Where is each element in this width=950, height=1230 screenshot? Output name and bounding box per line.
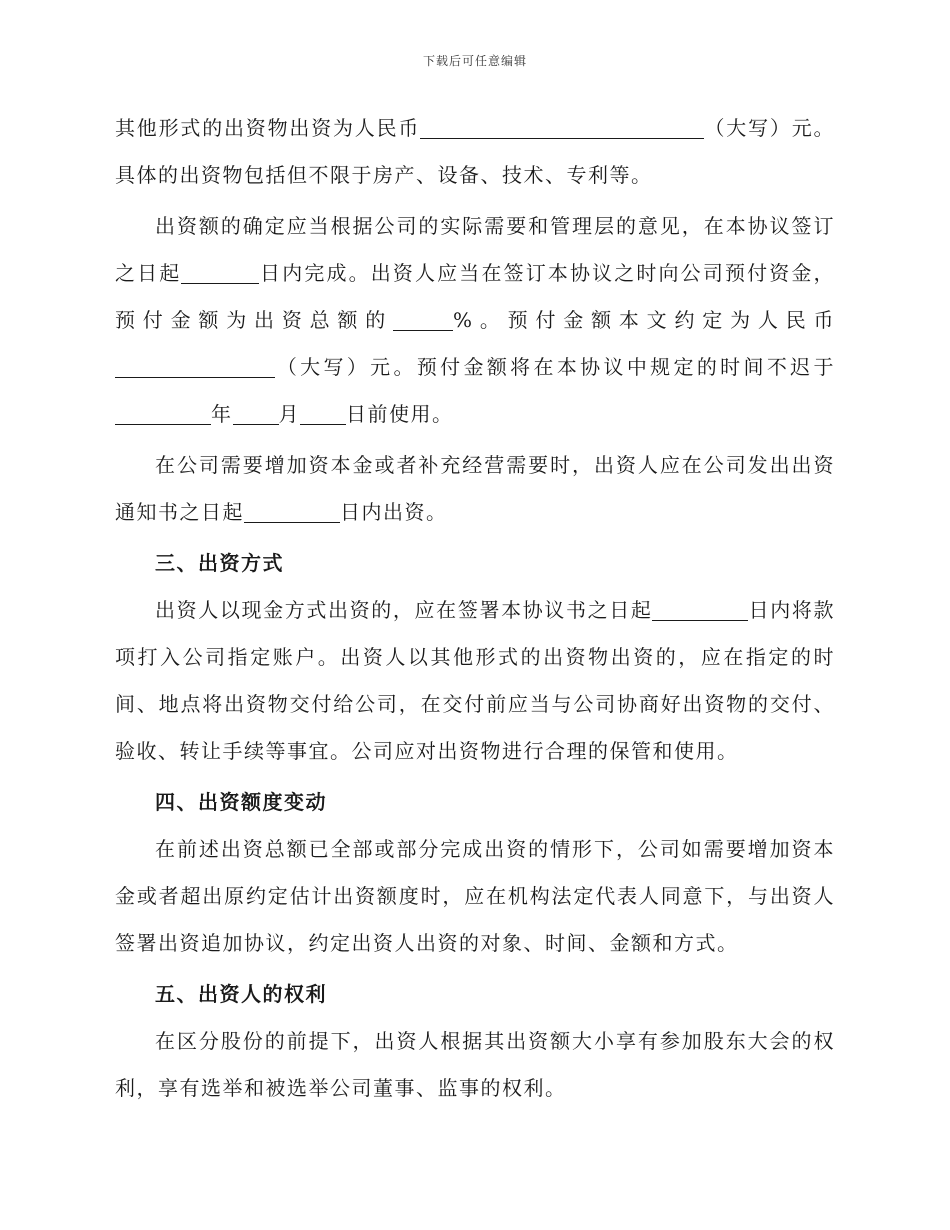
text-segment: 日内将款项打入公司指定账户。出资人以其他形式的出资物出资的，应在指定的时间、地点将出资物交付给公司，在交付前应当与公司协商好出资物的交付、验收、转让手续等事宜。公司应对出资物进行合理的保管和使用。 — [115, 598, 836, 763]
text-segment: 日内完成。出资人应当在签订本协议之时向公司预付资金，预付金额为出资总额的 — [115, 261, 836, 332]
paragraph-amount-change: 在前述出资总额已全部或部分完成出资的情形下，公司如需要增加资本金或者超出原约定估计出资额度时，应在机构法定代表人同意下，与出资人签署出资追加协议，约定出资人出资的对象、时间、金额和方式。 — [115, 837, 835, 955]
blank-amount-field[interactable] — [420, 116, 704, 139]
text-segment: %。预付金额本文约定为人民币 — [453, 308, 835, 332]
blank-days-field[interactable] — [181, 261, 259, 284]
blank-days-field[interactable] — [652, 598, 748, 621]
section-heading-3: 三、出资方式 — [155, 551, 284, 575]
text-segment: 月 — [278, 402, 300, 426]
text-segment: 其他形式的出资物出资为人民币 — [115, 116, 421, 140]
blank-amount-field[interactable] — [115, 355, 275, 378]
text-segment: （大写）元。预付金额将在本协议中规定的时间不迟于 — [275, 355, 835, 379]
document-body — [115, 105, 835, 1112]
blank-year-field[interactable] — [115, 402, 211, 425]
paragraph-contribution-form — [115, 105, 835, 199]
page-header: 下载后可任意编辑 — [422, 54, 527, 68]
text-segment: 在公司需要增加资本金或者补充经营需要时，出资人应在公司发出出资通知书之日起 — [115, 453, 835, 524]
text-segment: 日前使用。 — [346, 402, 454, 426]
blank-month-field[interactable] — [233, 402, 279, 425]
paragraph-additional-capital — [115, 442, 835, 536]
text-segment: 出资额的确定应当根据公司的实际需要和管理层的意见，在本协议签订之日起 — [115, 214, 835, 285]
text-segment: 出资人以现金方式出资的，应在签署本协议书之日起 — [155, 598, 653, 622]
blank-percent-field[interactable] — [393, 308, 453, 331]
blank-days-field[interactable] — [244, 500, 340, 523]
section-heading-5: 五、出资人的权利 — [155, 982, 327, 1006]
paragraph-investor-rights: 在区分股份的前提下，出资人根据其出资额大小享有参加股东大会的权利，享有选举和被选举公司董事、监事的权利。 — [115, 1029, 835, 1100]
text-segment: 日内出资。 — [340, 500, 448, 524]
text-segment: 年 — [211, 402, 233, 426]
section-heading-4: 四、出资额度变动 — [155, 790, 327, 814]
blank-day-field[interactable] — [300, 402, 346, 425]
text-segment: （大写）元。具体的出资物包括但不限于房产、设备、技术、专利等。 — [115, 116, 836, 187]
paragraph-contribution-method — [115, 587, 835, 775]
paragraph-contribution-amount — [115, 203, 835, 438]
